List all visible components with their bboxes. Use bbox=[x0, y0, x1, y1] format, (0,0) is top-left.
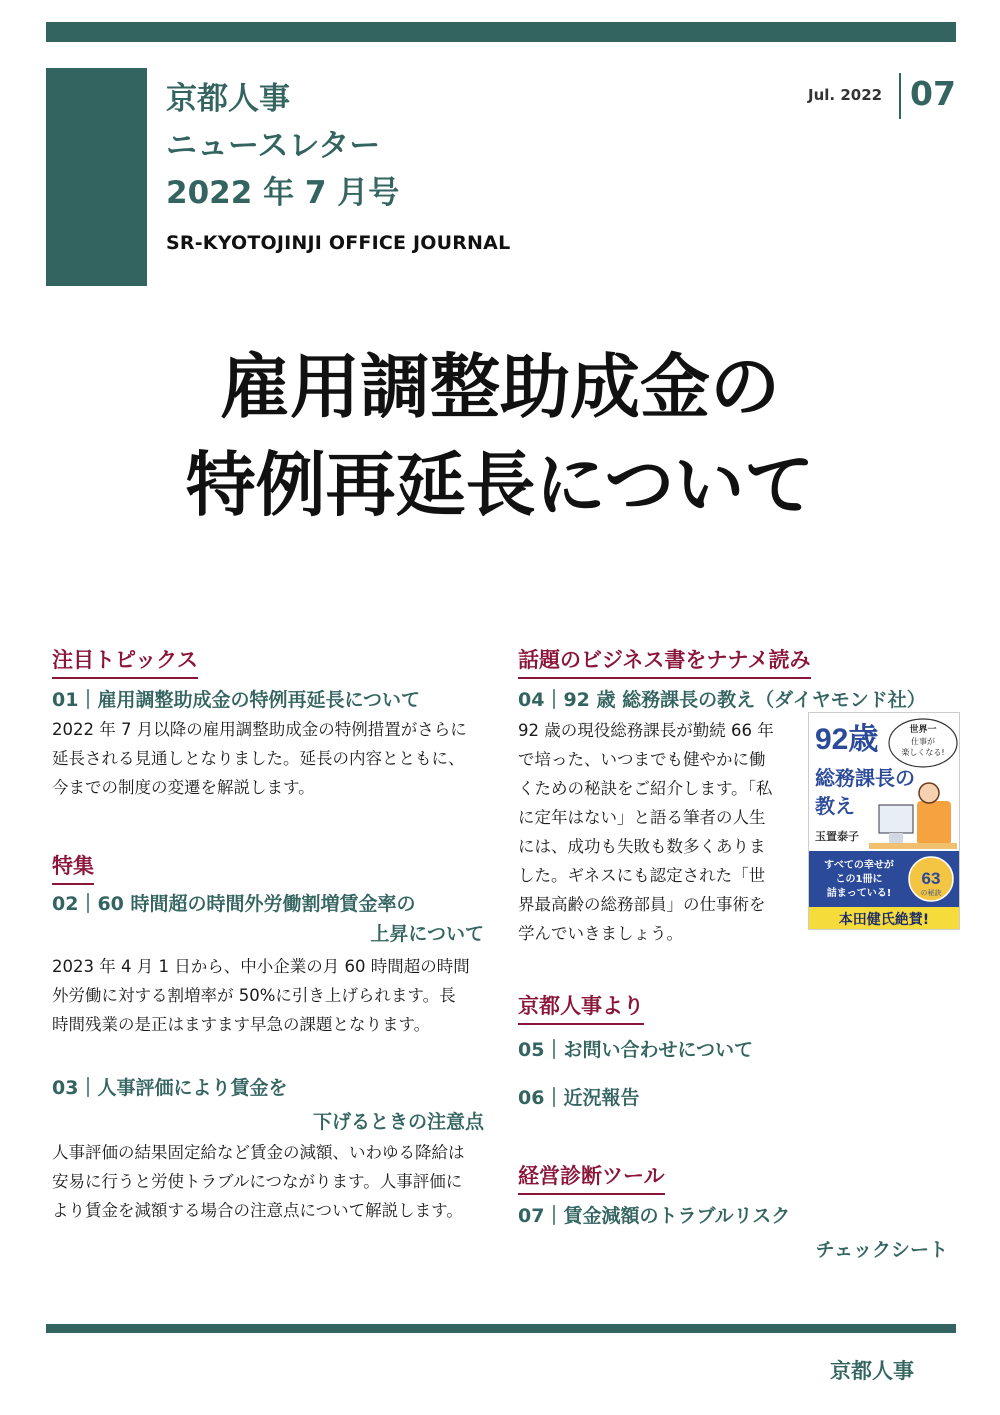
book-author: 玉置泰子 bbox=[815, 830, 859, 843]
newsletter-title-line-3: 2022 年 7 月号 bbox=[166, 175, 400, 211]
section-heading-topics: 注目トピックス bbox=[52, 644, 198, 679]
left-column-feature bbox=[52, 850, 484, 1039]
article-04-line: 界最高齢の総務部員」の仕事術を bbox=[518, 895, 766, 914]
book-tagline-line: 詰まっている! bbox=[826, 888, 892, 899]
article-03-line: 人事評価の結果固定給など賃金の減額、いわゆる降給は bbox=[52, 1143, 465, 1162]
article-04-line: くための秘訣をご紹介します。「私 bbox=[518, 779, 773, 798]
article-04-line: 92 歳の現役総務課長が勤続 66 年 bbox=[518, 721, 774, 740]
article-01-line: 2022 年 7 月以降の雇用調整助成金の特例措置がさらに bbox=[52, 720, 467, 739]
newsletter-title-line-1: 京都人事 bbox=[166, 81, 290, 117]
section-heading-management-tool: 経営診断ツール bbox=[518, 1160, 665, 1195]
section-heading-feature: 特集 bbox=[52, 850, 94, 885]
newsletter-title-line-2: ニュースレター bbox=[166, 128, 381, 164]
book-badge-number: 63 bbox=[921, 869, 941, 888]
footer-brand: 京都人事 bbox=[830, 1359, 914, 1383]
article-07-title[interactable]: 07｜賃金減額のトラブルリスク bbox=[518, 1205, 791, 1227]
article-07-title-cont[interactable]: チェックシート bbox=[815, 1239, 948, 1261]
article-04-line: した。ギネスにも認定された「世 bbox=[518, 866, 766, 885]
article-04-title[interactable]: 04｜92 歳 総務課長の教え（ダイヤモンド社） bbox=[518, 689, 926, 711]
right-column-kyotojinji bbox=[518, 990, 958, 1113]
article-04-line: に定年はない」と語る筆者の人生 bbox=[518, 808, 766, 827]
book-bubble-line: 仕事が bbox=[911, 737, 935, 746]
article-02-line: 時間残業の是正はますます早急の課題となります。 bbox=[52, 1015, 431, 1034]
book-badge-text: の秘訣 bbox=[920, 889, 942, 897]
left-column-article-03 bbox=[52, 1073, 484, 1225]
book-tagline-line: この1冊に bbox=[835, 874, 883, 885]
left-column bbox=[52, 644, 484, 802]
article-02-title-cont[interactable]: 上昇について bbox=[370, 923, 484, 945]
article-03-title[interactable]: 03｜人事評価により賃金を bbox=[52, 1077, 288, 1099]
issue-number: 07 bbox=[910, 74, 956, 113]
article-01-line: 今までの制度の変遷を解説します。 bbox=[52, 778, 315, 797]
article-06-title[interactable]: 06｜近況報告 bbox=[518, 1087, 640, 1109]
article-02-title[interactable]: 02｜60 時間超の時間外労働割増賃金率の bbox=[52, 893, 416, 915]
article-01-line: 延長される見通しとなりました。延長の内容とともに、 bbox=[52, 749, 465, 768]
header-color-block bbox=[46, 68, 147, 286]
article-04-line: で培った、いつまでも健やかに働 bbox=[518, 750, 766, 769]
article-01-title[interactable]: 01｜雇用調整助成金の特例再延長について bbox=[52, 689, 421, 711]
top-band bbox=[46, 22, 956, 42]
section-heading-business-book: 話題のビジネス書をナナメ読み bbox=[518, 644, 811, 679]
right-column-tool bbox=[518, 1160, 948, 1265]
book-bubble-line: 楽しくなる! bbox=[901, 748, 945, 757]
article-02-line: 外労働に対する割増率が 50%に引き上げられます。長 bbox=[52, 986, 456, 1005]
main-headline-line-1: 雇用調整助成金の bbox=[220, 346, 780, 428]
article-05-title[interactable]: 05｜お問い合わせについて bbox=[518, 1039, 754, 1061]
book-cover-image bbox=[808, 712, 960, 930]
article-04-line: には、成功も失敗も数多くありま bbox=[518, 837, 766, 856]
article-03-title-cont[interactable]: 下げるときの注意点 bbox=[312, 1111, 484, 1133]
article-03-summary bbox=[52, 1138, 484, 1225]
bottom-band bbox=[46, 1324, 956, 1333]
book-title-number: 92歳 bbox=[815, 723, 879, 756]
article-02-summary bbox=[52, 952, 484, 1039]
section-heading-kyotojinji: 京都人事より bbox=[518, 990, 644, 1025]
newsletter-title bbox=[166, 76, 399, 217]
article-03-line: より賃金を減額する場合の注意点について解説します。 bbox=[52, 1201, 463, 1220]
main-headline bbox=[0, 338, 1000, 534]
journal-subtitle: SR-KYOTOJINJI OFFICE JOURNAL bbox=[166, 232, 511, 254]
article-02-line: 2023 年 4 月 1 日から、中小企業の月 60 時間超の時間 bbox=[52, 957, 470, 976]
book-title-main: 総務課長の bbox=[815, 766, 915, 790]
article-03-line: 安易に行うと労使トラブルにつながります。人事評価に bbox=[52, 1172, 463, 1191]
article-04-line: 学んでいきましょう。 bbox=[518, 924, 683, 943]
book-blurb: 本田健氏絶賛! bbox=[838, 912, 930, 928]
main-headline-line-2: 特例再延長について bbox=[185, 444, 815, 526]
issue-date: Jul. 2022 bbox=[808, 86, 883, 104]
issue-divider bbox=[899, 73, 901, 119]
article-01-summary bbox=[52, 715, 484, 802]
book-tagline-line: すべての幸せが bbox=[824, 860, 894, 871]
book-title-end: 教え bbox=[815, 794, 855, 818]
book-bubble-line: 世界一 bbox=[909, 725, 937, 735]
book-cover-illustration bbox=[809, 713, 959, 929]
